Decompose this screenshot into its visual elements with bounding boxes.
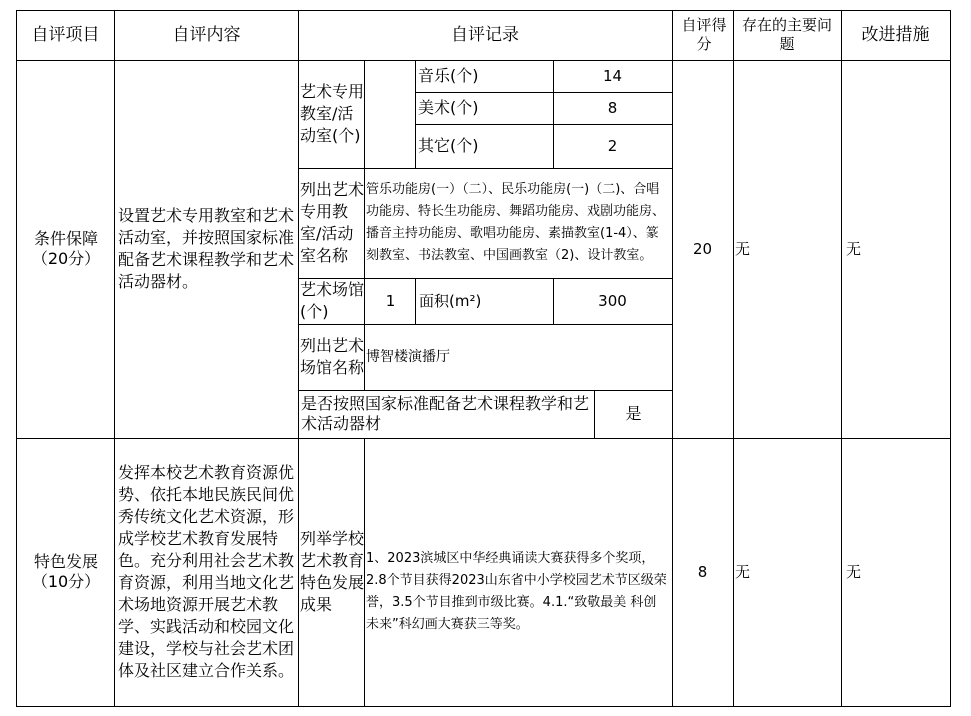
grid-line <box>298 10 299 707</box>
grid-line <box>364 60 365 390</box>
row2-content: 发挥本校艺术教育资源优势、依托本地民族民间优秀传统文化艺术资源，形成学校艺术教育发展特色。充分利用社会艺术教育资源，利用当地文化艺术场地资源开展艺术教学、实践活动和校园文化建设，学校与社会艺术团体及社区建立合作关系。 <box>118 463 295 680</box>
header-score: 自评得分 <box>681 16 727 53</box>
row1-score: 20 <box>692 239 713 258</box>
row2-record-label: 列举学校艺术教育特色发展成果 <box>300 529 365 614</box>
venue-count: 1 <box>385 291 396 310</box>
grid-line <box>16 10 951 11</box>
room-names-text: 管乐功能房(一）（二）、民乐功能房(一)（二)、合唱功能房、特长生功能房、舞蹈功能房、戏剧功能房、播音主持功能房、歌唱功能房、素描教室(1-4）、篆刻教室、书法教室、中国画教室（2)、设计教室。 <box>366 182 666 263</box>
standard-label: 是否按照国家标准配备艺术课程教学和艺术活动器材 <box>301 394 590 433</box>
row2-problems: 无 <box>735 562 751 581</box>
grid-line <box>16 10 17 707</box>
venue-names-label: 列出艺术场馆名称 <box>300 336 365 377</box>
grid-line <box>298 278 673 279</box>
header-content: 自评内容 <box>172 24 241 45</box>
room-music-label: 音乐(个) <box>418 66 479 85</box>
venue-names-text: 博智楼演播厅 <box>366 349 450 365</box>
grid-line <box>298 168 673 169</box>
row1-content: 设置艺术专用教室和艺术活动室，并按照国家标准配备艺术课程教学和艺术活动器材。 <box>118 206 295 291</box>
standard-value: 是 <box>625 404 642 423</box>
grid-line <box>298 390 673 391</box>
room-other-value: 2 <box>607 136 618 155</box>
row1-item: 条件保障（20分） <box>31 229 101 268</box>
area-label: 面积(m²) <box>419 291 482 310</box>
header-item: 自评项目 <box>31 24 100 45</box>
room-other-label: 其它(个) <box>418 136 479 155</box>
room-names-label: 列出艺术专用教室/活动室名称 <box>300 180 365 265</box>
row2-item: 特色发展（10分） <box>31 552 101 591</box>
grid-line <box>672 10 673 707</box>
grid-line <box>950 10 951 707</box>
grid-line <box>553 278 554 324</box>
header-record: 自评记录 <box>451 24 519 45</box>
grid-line <box>594 390 595 438</box>
grid-line <box>733 10 734 707</box>
header-measures: 改进措施 <box>861 24 930 45</box>
row2-record-text: 1、2023滨城区中华经典诵读大赛获得多个奖项，2.8个节目获得2023山东省中小学校园艺术节区级荣誉，3.5个节目推到市级比赛。4.1.“致敬最美 科创未来”科幻画大赛获三等奖。 <box>366 551 667 632</box>
grid-line <box>298 324 673 325</box>
grid-line <box>841 10 842 707</box>
grid-line <box>16 438 951 439</box>
room-art-value: 8 <box>607 98 618 117</box>
grid-line <box>114 10 115 707</box>
grid-line <box>16 706 951 707</box>
grid-line <box>415 92 673 93</box>
row2-score: 8 <box>697 562 708 581</box>
grid-line <box>415 278 416 324</box>
header-problems: 存在的主要问题 <box>741 16 832 53</box>
grid-line <box>16 60 951 61</box>
grid-line <box>364 438 365 706</box>
row1-measures: 无 <box>846 239 862 258</box>
grid-line <box>415 124 673 125</box>
row2-measures: 无 <box>846 562 862 581</box>
room-art-label: 美术(个) <box>418 98 479 117</box>
venue-label: 艺术场馆(个) <box>300 280 365 321</box>
room-music-value: 14 <box>602 66 623 85</box>
grid-line <box>553 60 554 168</box>
rooms-label: 艺术专用教室/活动室(个) <box>300 82 365 145</box>
grid-line <box>415 60 416 168</box>
row1-problems: 无 <box>735 239 751 258</box>
area-value: 300 <box>598 291 627 310</box>
